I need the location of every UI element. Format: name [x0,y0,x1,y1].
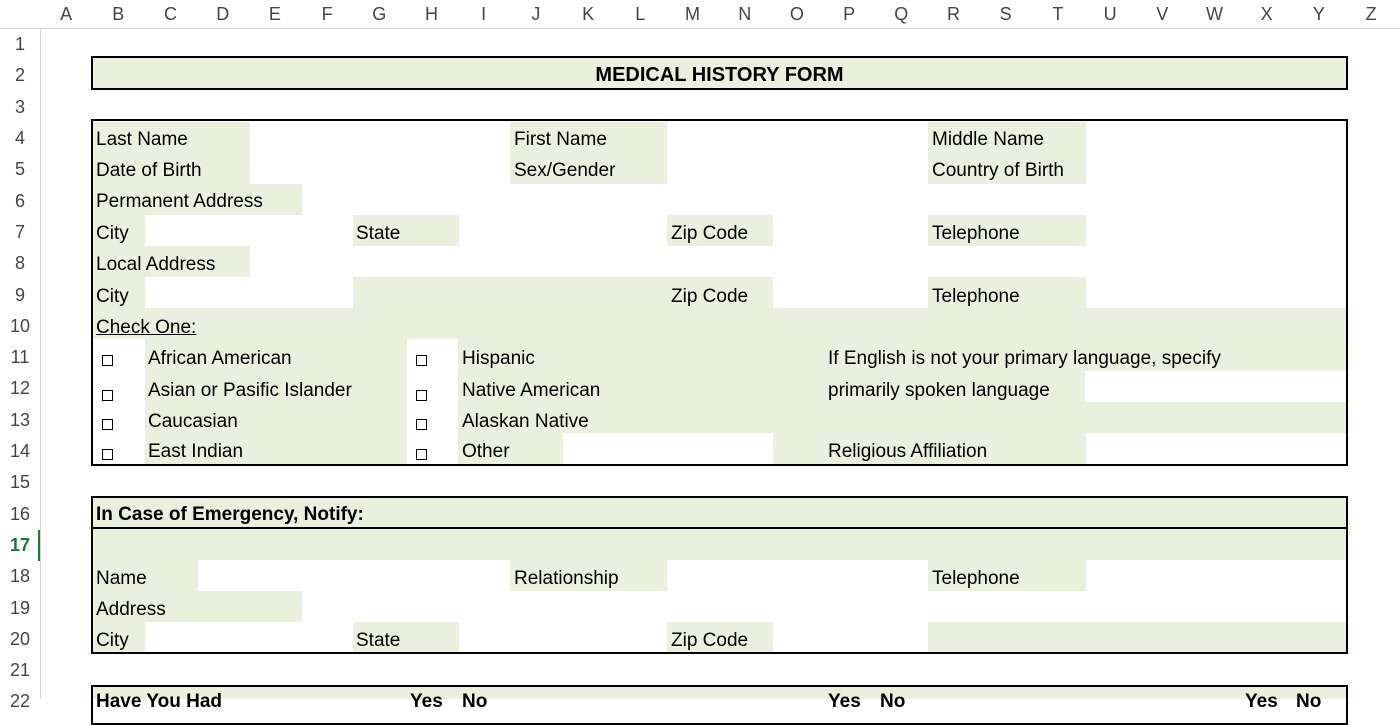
column-header-d[interactable]: D [197,0,249,28]
row-header-divider [40,0,41,699]
column-header-i[interactable]: I [458,0,510,28]
next-section-box [91,685,1348,725]
label-ethnicity-4: East Indian [148,441,244,462]
checkbox-asian-pacific[interactable] [102,390,113,401]
column-header-t[interactable]: T [1032,0,1084,28]
column-header-y[interactable]: Y [1293,0,1345,28]
label-permanent-address: Permanent Address [96,191,263,212]
emergency-header-divider [91,527,1348,529]
label-religion: Religious Affiliation [828,441,988,462]
column-header-k[interactable]: K [562,0,614,28]
checkbox-native-american[interactable] [416,390,427,401]
active-row-indicator [38,530,40,561]
label-ethnicity-2: Asian or Pasific Islander [148,380,352,401]
row-header-6[interactable]: 6 [0,186,40,217]
column-header-f[interactable]: F [301,0,353,28]
column-header-p[interactable]: P [823,0,875,28]
row-header-19[interactable]: 19 [0,592,40,623]
label-city1: City [96,223,129,244]
column-header-q[interactable]: Q [875,0,927,28]
label-next-no-3: No [1296,691,1322,712]
checkbox-east-indian[interactable] [102,449,113,460]
label-em-address: Address [96,599,166,620]
column-header-a[interactable]: A [40,0,92,28]
column-header-n[interactable]: N [719,0,771,28]
label-emergency-header: In Case of Emergency, Notify: [96,504,364,525]
row-header-5[interactable]: 5 [0,154,40,185]
row-header-10[interactable]: 10 [0,311,40,342]
row-header-12[interactable]: 12 [0,373,40,404]
column-header-j[interactable]: J [510,0,562,28]
label-next-header: Have You Had [96,691,223,712]
label-em-zip: Zip Code [671,630,749,651]
label-state1: State [356,223,401,244]
checkbox-other[interactable] [416,449,427,460]
checkbox-alaskan-native[interactable] [416,419,427,430]
form-title: MEDICAL HISTORY FORM [595,64,844,86]
label-em-name: Name [96,568,147,589]
label-next-yes-2: Yes [828,691,861,712]
label-ethnicity-3: Caucasian [148,411,238,432]
row-header-9[interactable]: 9 [0,279,40,310]
column-header-s[interactable]: S [980,0,1032,28]
row-header-20[interactable]: 20 [0,624,40,655]
row-header-2[interactable]: 2 [0,60,40,91]
label-check-one: Check One: [96,317,197,338]
column-header-divider [0,28,1400,29]
row-header-15[interactable]: 15 [0,467,40,498]
label-tel1: Telephone [932,223,1020,244]
label-city2: City [96,286,129,307]
column-header-w[interactable]: W [1188,0,1240,28]
label-ethnicity-8: Other [462,441,510,462]
label-ethnicity-5: Hispanic [462,348,535,369]
label-zip2: Zip Code [671,286,749,307]
label-ethnicity-7: Alaskan Native [462,411,589,432]
row-header-1[interactable]: 1 [0,29,40,60]
row-header-4[interactable]: 4 [0,123,40,154]
label-ethnicity-6: Native American [462,380,601,401]
label-local-address: Local Address [96,254,216,275]
label-sex: Sex/Gender [514,160,616,181]
label-first-name: First Name [514,129,607,150]
row-header-21[interactable]: 21 [0,655,40,686]
label-em-city: City [96,630,129,651]
label-dob: Date of Birth [96,160,202,181]
row-header-7[interactable]: 7 [0,217,40,248]
row-header-11[interactable]: 11 [0,342,40,373]
label-em-relationship: Relationship [514,568,619,589]
label-next-no-1: No [462,691,488,712]
column-header-m[interactable]: M [666,0,718,28]
row-header-13[interactable]: 13 [0,405,40,436]
label-next-yes-3: Yes [1245,691,1278,712]
label-zip1: Zip Code [671,223,749,244]
label-last-name: Last Name [96,129,188,150]
column-header-c[interactable]: C [144,0,196,28]
row-header-14[interactable]: 14 [0,436,40,467]
label-next-yes-1: Yes [410,691,443,712]
column-header-z[interactable]: Z [1345,0,1397,28]
row-header-18[interactable]: 18 [0,561,40,592]
column-header-v[interactable]: V [1136,0,1188,28]
label-language-2: primarily spoken language [828,380,1050,401]
row-header-22[interactable]: 22 [0,686,40,717]
label-language-1: If English is not your primary language, specify [828,348,1221,369]
column-header-h[interactable]: H [405,0,457,28]
column-header-r[interactable]: R [927,0,979,28]
label-country: Country of Birth [932,160,1064,181]
column-header-g[interactable]: G [353,0,405,28]
column-header-o[interactable]: O [771,0,823,28]
row-header-8[interactable]: 8 [0,248,40,279]
row-header-16[interactable]: 16 [0,499,40,530]
column-header-u[interactable]: U [1084,0,1136,28]
checkbox-caucasian[interactable] [102,419,113,430]
column-header-l[interactable]: L [614,0,666,28]
column-header-b[interactable]: B [92,0,144,28]
column-header-e[interactable]: E [249,0,301,28]
label-tel2: Telephone [932,286,1020,307]
row-header-17[interactable]: 17 [0,530,40,561]
checkbox-hispanic[interactable] [416,355,427,366]
label-middle-name: Middle Name [932,129,1044,150]
label-em-state: State [356,630,401,651]
checkbox-african-american[interactable] [102,355,113,366]
label-next-no-2: No [880,691,906,712]
column-header-x[interactable]: X [1241,0,1293,28]
label-ethnicity-1: African American [148,348,292,369]
row-header-3[interactable]: 3 [0,92,40,123]
label-em-telephone: Telephone [932,568,1020,589]
